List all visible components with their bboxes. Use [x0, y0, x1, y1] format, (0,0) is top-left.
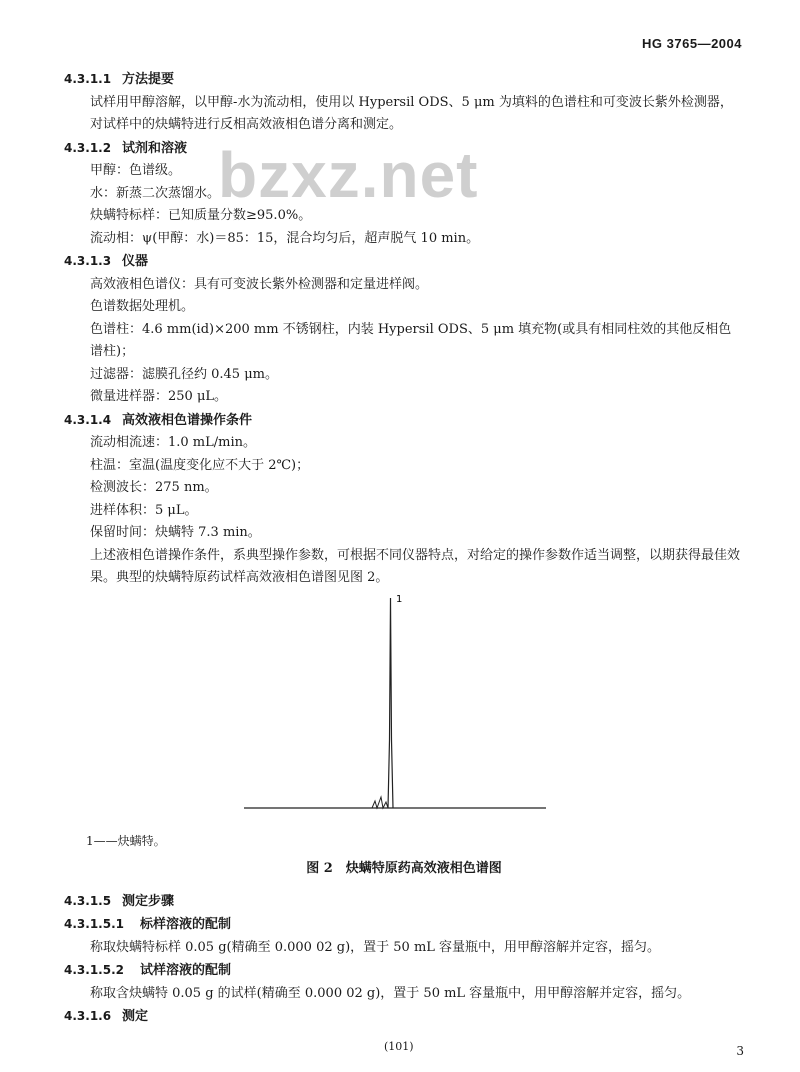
instrument-item: 色谱柱：4.6 mm(id)×200 mm 不锈钢柱，内装 Hypersil ODS、5 μm 填充物(或具有相同柱效的其他反相色谱柱)； — [90, 321, 732, 359]
instrument-item: 微量进样器：250 μL。 — [90, 389, 228, 404]
page-number: 3 — [736, 1044, 744, 1058]
section-heading-4-3-1-5: 4.3.1.5 测定步骤 — [64, 893, 175, 909]
reagent-item: 水：新蒸二次蒸馏水。 — [90, 185, 221, 201]
instrument-item: 过滤器：滤膜孔径约 0.45 μm。 — [90, 366, 278, 382]
section-heading-4-3-1-2: 4.3.1.2 试剂和溶液 — [64, 140, 188, 156]
footer-page-code: (101) — [384, 1040, 414, 1053]
section-heading-4-3-1-5-1: 4.3.1.5.1 标样溶液的配制 — [64, 917, 232, 932]
watermark-text: bzxz.net — [218, 139, 479, 211]
reagent-item: 炔螨特标样：已知质量分数≥95.0%。 — [90, 208, 312, 223]
standard-solution-text: 称取炔螨特标样 0.05 g(精确至 0.000 02 g)，置于 50 mL 容量瓶中，用甲醇溶解并定容，摇匀。 — [90, 939, 661, 955]
section-heading-4-3-1-1: 4.3.1.1 方法提要 — [64, 72, 175, 87]
sample-solution-text: 称取含炔螨特 0.05 g 的试样(精确至 0.000 02 g)，置于 50 mL 容量瓶中，用甲醇溶解并定容，摇匀。 — [90, 985, 691, 1001]
chromatogram-plot — [244, 590, 564, 825]
condition-item: 检测波长：275 nm。 — [90, 480, 218, 495]
condition-item: 进样体积：5 μL。 — [90, 502, 198, 518]
section-heading-4-3-1-3: 4.3.1.3 仪器 — [64, 254, 149, 269]
peak-label: 1 — [396, 593, 403, 605]
condition-item: 保留时间：炔螨特 7.3 min。 — [90, 525, 261, 540]
minor-peaks — [372, 797, 388, 808]
figure-caption: 图 2 炔螨特原药高效液相色谱图 — [306, 860, 502, 876]
condition-item: 柱温：室温(温度变化应不大于 2℃)； — [90, 457, 310, 473]
main-peak — [388, 598, 393, 808]
conditions-paragraph: 上述液相色谱操作条件，系典型操作参数，可根据不同仪器特点，对给定的操作参数作适当调整，以期获得最佳效果。典型的炔螨特原药试样高效液相色谱图见图 2。 — [90, 547, 741, 585]
reagent-item: 甲醇：色谱级。 — [90, 163, 182, 178]
standard-code: HG 3765—2004 — [642, 36, 742, 51]
condition-item: 流动相流速：1.0 mL/min。 — [90, 435, 257, 450]
figure-legend-note: 1——炔螨特。 — [86, 833, 166, 848]
section-heading-4-3-1-6: 4.3.1.6 测定 — [64, 1009, 149, 1024]
method-summary-text: 试样用甲醇溶解，以甲醇-水为流动相，使用以 Hypersil ODS、5 μm 为填料的色谱柱和可变波长紫外检测器，对试样中的炔螨特进行反相高效液相色谱分离和测定。 — [90, 94, 733, 132]
chromatogram-figure — [64, 590, 744, 830]
document-body — [64, 68, 744, 1029]
section-heading-4-3-1-4: 4.3.1.4 高效液相色谱操作条件 — [64, 412, 253, 428]
instrument-item: 色谱数据处理机。 — [90, 299, 195, 314]
reagent-item: 流动相：ψ(甲醇：水)＝85：15，混合均匀后，超声脱气 10 min。 — [90, 230, 480, 246]
section-heading-4-3-1-5-2: 4.3.1.5.2 试样溶液的配制 — [64, 963, 232, 978]
instrument-item: 高效液相色谱仪：具有可变波长紫外检测器和定量进样阀。 — [90, 276, 429, 292]
